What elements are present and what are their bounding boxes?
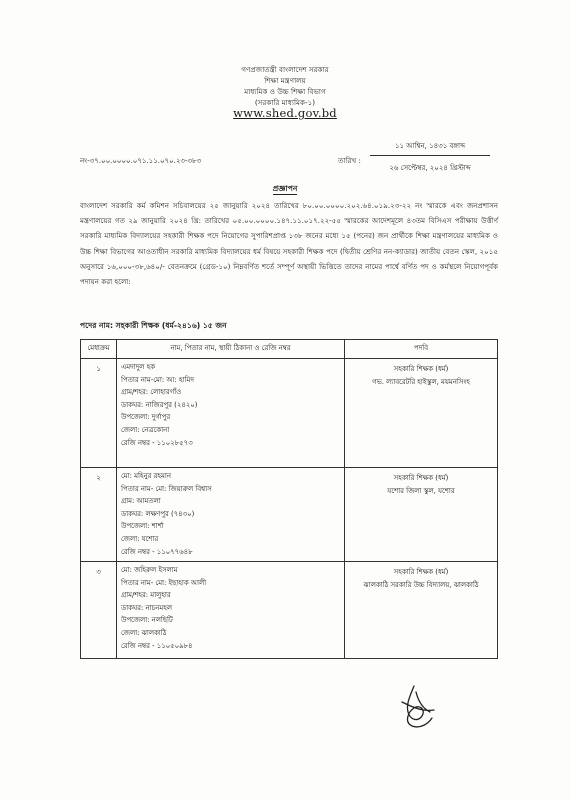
father-name: পিতার নাম- মো: জিয়ারুল বিশ্বাস (121, 484, 212, 493)
serial-cell: ১ (81, 359, 117, 468)
workplace: যশোর জিলা স্কুল, যশোর (387, 486, 455, 495)
gregorian-date: ২৬ সেপ্টেম্বর, ২০২৪ খ্রিস্টাব্দ (389, 164, 471, 172)
memo-number: নং-৩৭.০০.০০০০.০৭১.১১.০৭০.২৩-৩৮৩ (80, 157, 202, 165)
workplace: ঝালকাঠি সরকারি উচ্চ বিদ্যালয়, ঝালকাঠি (363, 580, 479, 589)
date-block (370, 140, 490, 174)
post-name: সহকারি শিক্ষক (ধর্ম) (393, 568, 449, 576)
bangla-date: ১১ আশ্বিন, ১৪৩১ বঙ্গাব্দ (370, 140, 490, 156)
ministry-line: শিক্ষা মন্ত্রণালয় (264, 76, 306, 85)
post-office: ডাকঘর: লক্ষণপুর (৭৪৩০) (121, 509, 195, 518)
district: জেলা: নেত্রকোনা (121, 425, 170, 434)
serial-cell: ২ (81, 468, 117, 562)
serial-cell: ৩ (81, 562, 117, 659)
candidate-name: এমদাদুল হক (121, 363, 156, 371)
post-name: সহকারি শিক্ষক (ধর্ম) (393, 474, 449, 482)
govt-line: গণপ্রজাতন্ত্রী বাংলাদেশ সরকার (241, 65, 329, 74)
upazila: উপজেলা: দুর্গাপুর (121, 413, 171, 422)
division-line: মাধ্যমিক ও উচ্চ শিক্ষা বিভাগ (244, 87, 326, 96)
col-header-serial: মেধাক্রম (81, 340, 117, 359)
posting-cell (345, 562, 498, 659)
candidate-name: মো: মহিনুর রহমান (121, 472, 171, 480)
district: জেলা: যশোর (121, 534, 159, 543)
district: জেলা: ঝালকাঠি (121, 628, 167, 637)
workplace: গভ. ল্যাবরেটরি হাইস্কুল, ময়মনসিংহ (372, 377, 470, 386)
post-name: সহকারি শিক্ষক (ধর্ম) (393, 365, 449, 373)
village: গ্রাম/শহর: লোহারগাঁও (121, 388, 182, 397)
village: গ্রাম/শহর: মালুহার (121, 591, 171, 600)
father-name: পিতার নাম-মো: আ: হামিদ (121, 375, 194, 384)
section-line: (সরকারি মাধ্যমিক-১) (254, 98, 316, 107)
table-row (81, 468, 498, 562)
candidate-details (117, 468, 345, 562)
col-header-details: নাম, পিতার নাম, স্থায়ী ঠিকানা ও রেজি নম্বর (117, 340, 345, 359)
post-office: ডাকঘর: নাজিরপুর (২৪২০) (121, 400, 198, 409)
signature (392, 682, 438, 730)
date-label: তারিখ : (338, 156, 361, 165)
table-header-row (81, 340, 498, 359)
candidate-name: মো: জহিরুল ইসলাম (121, 566, 178, 574)
candidate-details (117, 359, 345, 468)
posting-cell (345, 359, 498, 468)
col-header-post: পদবি (345, 340, 498, 359)
appointment-table (80, 339, 498, 659)
upazila: উপজেলা: নলছিটি (121, 616, 173, 625)
notice-title (0, 183, 570, 196)
reg-number: রেজি নম্বর - ১১০২৮৫৭৩ (121, 438, 193, 447)
upazila: উপজেলা: শার্শা (121, 522, 164, 531)
table-row (81, 359, 498, 468)
father-name: পিতার নাম- মো: ইছাহাক আলী (121, 578, 207, 587)
reg-number: রেজি নম্বর - ১১০৭৭৬৪৮ (121, 547, 193, 556)
notice-title-text: প্রজ্ঞাপন (272, 184, 298, 193)
post-office: ডাকঘর: নাচনমহল (121, 603, 172, 612)
posting-cell (345, 468, 498, 562)
letterhead (0, 64, 570, 119)
website-link[interactable]: www.shed.gov.bd (233, 106, 337, 120)
table-row (81, 562, 498, 659)
reg-number: রেজি নম্বর - ১১০৫০৯৮৪ (121, 641, 193, 650)
post-title: পদের নাম: সহকারী শিক্ষক (ধর্ম-২৪১৬) ১৫ জন (80, 321, 227, 330)
notice-body: বাংলাদেশ সরকারি কর্ম কমিশন সচিবালয়ের ২৫ জানুয়ারি ২০২৪ তারিখের ৮০.০০.০০০০.২০২.৬৪.০১৯.২৩-২২ নং স্মারকে এবং জনপ্রশাসন মন্ত্রণালয়ের গত ২৯ জানুয়ারি ২০২৪ খ্রি: তারিখের ০৫.০০.০০০০.১৪৭.১১.০১৭.২২-৫৫ স্মারকের আদেশমূলে ৪৩তম বিসিএস পরীক্ষায় উত্তীর্ণ সরকারি মাধ্যমিক বিদ্যালয়ের সহকারী শিক্ষক পদে নিয়োগের সুপারিশপ্রাপ্ত ১৩৮ জনের মধ্যে ১৫ (পনের) জন প্রার্থীকে শিক্ষা মন্ত্রণালয়ের মাধ্যমিক ও উচ্চ শিক্ষা বিভাগের আওতাধীন সরকারি মাধ্যমিক বিদ্যালয়ের ধর্ম বিষয়ে সহকারী শিক্ষক পদে (দ্বিতীয় শ্রেণির নন-ক্যাডার) জাতীয় বেতন স্কেল, ২০১৫ অনুসারে ১৬,০০০-৩৮,৬৪০/- বেতনক্রমে (গ্রেড-১০) নিম্নবর্ণিত শর্তে সম্পূর্ণ অস্থায়ী ভিত্তিতে তাদের নামের পার্শ্বে বর্ণিত পদ ও কর্মস্থলে নিয়োগপূর্বক পদায়ন করা হলো: (80, 201, 498, 287)
candidate-details (117, 562, 345, 659)
village: গ্রাম: আমতলা (121, 497, 161, 506)
